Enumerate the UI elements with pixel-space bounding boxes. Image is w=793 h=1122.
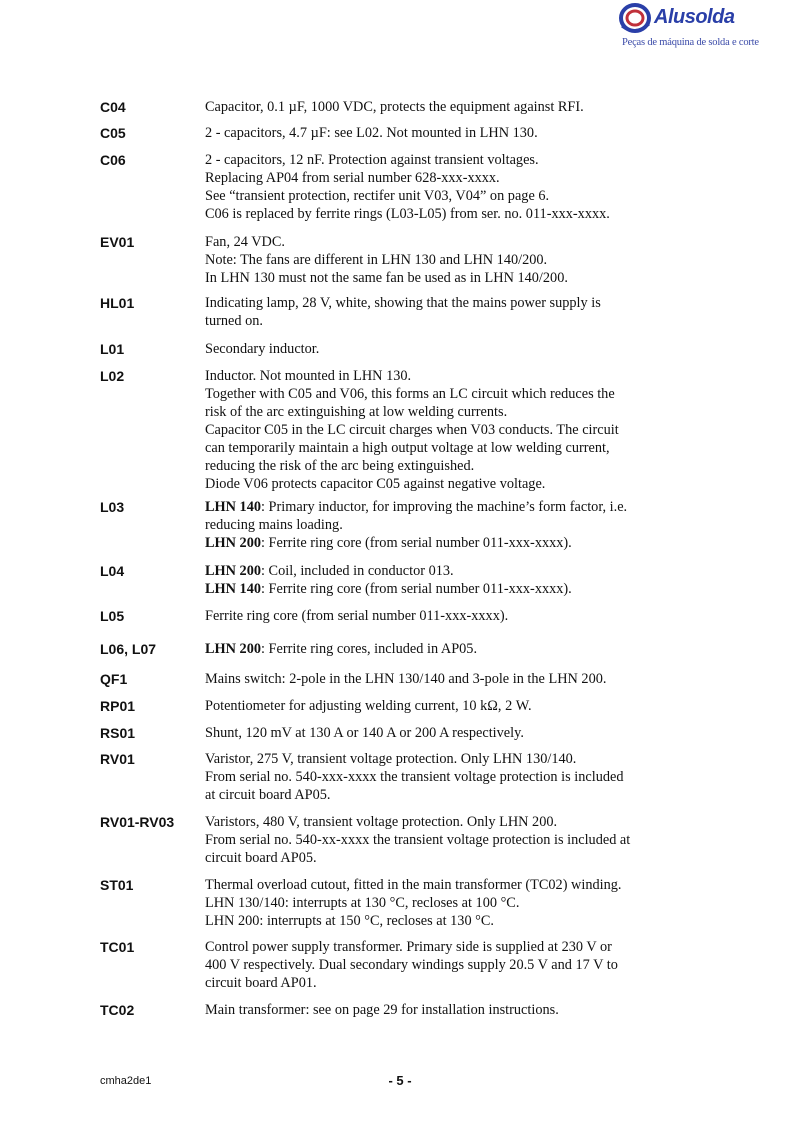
description-line — [205, 974, 705, 992]
description-line — [205, 849, 705, 867]
component-code: EV01 — [100, 234, 135, 250]
description-text: Indicating lamp, 28 V, white, showing that the mains power supply is — [205, 295, 601, 311]
component-code: L03 — [100, 499, 125, 515]
description-line — [205, 607, 705, 625]
description-text: Control power supply transformer. Primary side is supplied at 230 V or — [205, 939, 612, 955]
component-code: RV01 — [100, 751, 135, 767]
description-text: Varistor, 275 V, transient voltage protection. Only LHN 130/140. — [205, 751, 577, 767]
description-line — [205, 640, 705, 658]
description-line — [205, 98, 705, 116]
description-line — [205, 786, 705, 804]
description-line — [205, 475, 705, 493]
component-code: L05 — [100, 608, 125, 624]
description-line — [205, 269, 705, 287]
component-description — [205, 498, 705, 552]
description-line — [205, 403, 705, 421]
component-code: TC02 — [100, 1002, 135, 1018]
description-line — [205, 516, 705, 534]
description-text: reducing mains loading. — [205, 517, 343, 533]
logo-tagline: Peças de máquina de solda e corte — [622, 37, 759, 48]
component-code: HL01 — [100, 295, 135, 311]
component-description — [205, 876, 705, 930]
description-line — [205, 750, 705, 768]
description-text: can temporarily maintain a high output voltage at low welding current, — [205, 440, 610, 456]
description-line — [205, 312, 705, 330]
description-text: circuit board AP01. — [205, 975, 317, 991]
description-line — [205, 439, 705, 457]
description-line — [205, 876, 705, 894]
component-description — [205, 938, 705, 992]
description-text: LHN 200: interrupts at 150 °C, recloses at 130 °C. — [205, 913, 494, 929]
description-line — [205, 151, 705, 169]
description-line — [205, 169, 705, 187]
description-text: LHN 130/140: interrupts at 130 °C, recloses at 100 °C. — [205, 895, 520, 911]
component-description — [205, 98, 705, 116]
description-text: Mains switch: 2-pole in the LHN 130/140 and 3-pole in the LHN 200. — [205, 671, 607, 687]
description-line — [205, 187, 705, 205]
component-description — [205, 1001, 705, 1019]
description-text: Together with C05 and V06, this forms an LC circuit which reduces the — [205, 386, 615, 402]
model-label: LHN 200 — [205, 563, 262, 579]
description-text: risk of the arc extinguishing at low welding currents. — [205, 404, 508, 420]
description-line — [205, 367, 705, 385]
description-text: From serial no. 540-xxx-xxxx the transient voltage protection is included — [205, 769, 624, 785]
component-code: L02 — [100, 368, 125, 384]
description-line — [205, 724, 705, 742]
description-text: Varistors, 480 V, transient voltage protection. Only LHN 200. — [205, 814, 558, 830]
component-code: L06, L07 — [100, 641, 157, 657]
description-line — [205, 562, 705, 580]
description-line — [205, 697, 705, 715]
component-description — [205, 607, 705, 625]
description-line — [205, 894, 705, 912]
description-line — [205, 294, 705, 312]
component-description — [205, 124, 705, 142]
description-line — [205, 498, 705, 516]
component-code: ST01 — [100, 877, 134, 893]
page-number: - 5 - — [388, 1073, 412, 1088]
description-text: Note: The fans are different in LHN 130 and LHN 140/200. — [205, 252, 548, 268]
description-line — [205, 938, 705, 956]
description-text: : Primary inductor, for improving the machine’s form factor, i.e. — [261, 499, 628, 515]
description-text: turned on. — [205, 313, 263, 329]
model-label: LHN 200 — [205, 535, 262, 551]
description-line — [205, 124, 705, 142]
description-text: : Ferrite ring core (from serial number 011-xxx-xxxx). — [261, 535, 572, 551]
description-line — [205, 205, 705, 223]
description-line — [205, 340, 705, 358]
description-text: reducing the risk of the arc being extinguished. — [205, 458, 475, 474]
description-line — [205, 831, 705, 849]
component-code: RS01 — [100, 725, 136, 741]
description-text: Inductor. Not mounted in LHN 130. — [205, 368, 412, 384]
component-description — [205, 670, 705, 688]
model-label: LHN 140 — [205, 581, 262, 597]
component-description — [205, 562, 705, 598]
description-text: C06 is replaced by ferrite rings (L03-L05) from ser. no. 011-xxx-xxxx. — [205, 206, 610, 222]
description-line — [205, 670, 705, 688]
description-text: Thermal overload cutout, fitted in the main transformer (TC02) winding. — [205, 877, 622, 893]
component-description — [205, 724, 705, 742]
description-line — [205, 912, 705, 930]
description-text: Ferrite ring core (from serial number 011-xxx-xxxx). — [205, 608, 509, 624]
document-code: cmha2de1 — [100, 1075, 152, 1087]
component-description — [205, 151, 705, 223]
description-line — [205, 1001, 705, 1019]
component-description — [205, 294, 705, 330]
model-label: LHN 140 — [205, 499, 262, 515]
component-description — [205, 813, 705, 867]
description-text: 400 V respectively. Dual secondary windings supply 20.5 V and 17 V to — [205, 957, 618, 973]
description-text: Secondary inductor. — [205, 341, 320, 357]
logo-name: Alusolda — [654, 6, 735, 28]
description-text: Main transformer: see on page 29 for installation instructions. — [205, 1002, 559, 1018]
description-text: Diode V06 protects capacitor C05 against negative voltage. — [205, 476, 546, 492]
description-text: : Coil, included in conductor 013. — [261, 563, 454, 579]
component-description — [205, 340, 705, 358]
description-text: Capacitor C05 in the LC circuit charges when V03 conducts. The circuit — [205, 422, 619, 438]
description-line — [205, 421, 705, 439]
description-text: Fan, 24 VDC. — [205, 234, 285, 250]
company-logo — [614, 0, 759, 56]
component-code: C05 — [100, 125, 126, 141]
description-text: Shunt, 120 mV at 130 A or 140 A or 200 A respectively. — [205, 725, 524, 741]
component-description — [205, 750, 705, 804]
description-line — [205, 534, 705, 552]
swoosh-logo-icon — [618, 2, 652, 34]
description-line — [205, 457, 705, 475]
description-line — [205, 580, 705, 598]
description-line — [205, 385, 705, 403]
component-description — [205, 640, 705, 658]
description-text: : Ferrite ring core (from serial number 011-xxx-xxxx). — [261, 581, 572, 597]
description-text: Replacing AP04 from serial number 628-xxx-xxxx. — [205, 170, 500, 186]
component-code: QF1 — [100, 671, 128, 687]
component-code: L04 — [100, 563, 125, 579]
description-text: Capacitor, 0.1 µF, 1000 VDC, protects the equipment against RFI. — [205, 99, 584, 115]
description-line — [205, 768, 705, 786]
component-code: C04 — [100, 99, 126, 115]
description-text: In LHN 130 must not the same fan be used as in LHN 140/200. — [205, 270, 568, 286]
component-code: C06 — [100, 152, 126, 168]
description-text: at circuit board AP05. — [205, 787, 331, 803]
description-text: Potentiometer for adjusting welding current, 10 kΩ, 2 W. — [205, 698, 532, 714]
description-line — [205, 233, 705, 251]
description-text: See “transient protection, rectifer unit V03, V04” on page 6. — [205, 188, 550, 204]
component-code: TC01 — [100, 939, 135, 955]
component-code: RV01-RV03 — [100, 814, 175, 830]
description-text: From serial no. 540-xx-xxxx the transient voltage protection is included at — [205, 832, 631, 848]
description-line — [205, 251, 705, 269]
description-text: : Ferrite ring cores, included in AP05. — [261, 641, 478, 657]
description-text: circuit board AP05. — [205, 850, 317, 866]
model-label: LHN 200 — [205, 641, 262, 657]
description-text: 2 - capacitors, 4.7 µF: see L02. Not mounted in LHN 130. — [205, 125, 538, 141]
component-description — [205, 697, 705, 715]
description-line — [205, 956, 705, 974]
component-code: L01 — [100, 341, 125, 357]
component-description — [205, 367, 705, 493]
description-text: 2 - capacitors, 12 nF. Protection against transient voltages. — [205, 152, 539, 168]
component-description — [205, 233, 705, 287]
description-line — [205, 813, 705, 831]
component-code: RP01 — [100, 698, 136, 714]
